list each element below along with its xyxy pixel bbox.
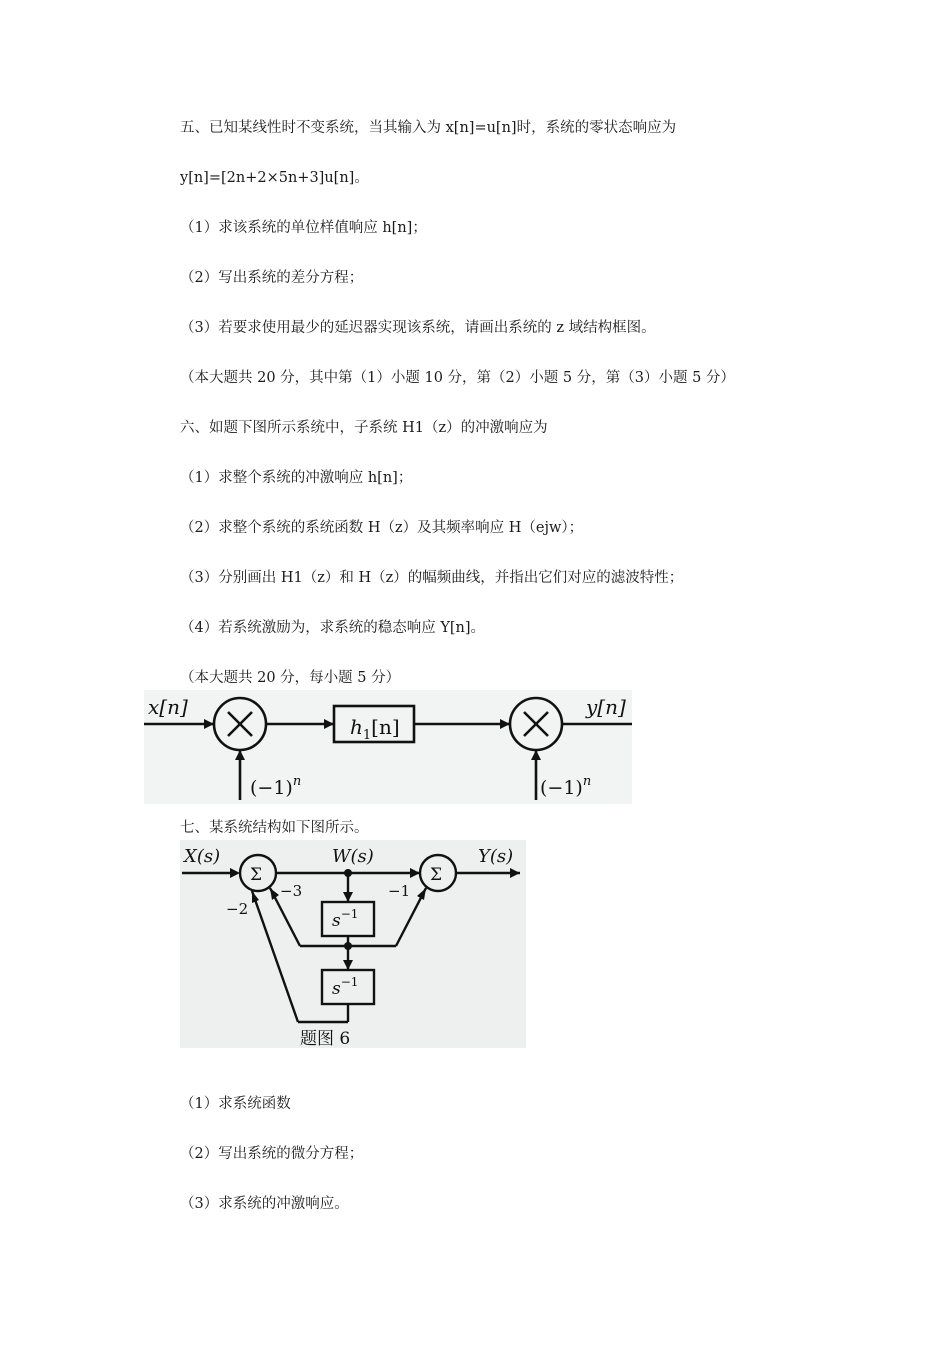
- q6-score: （本大题共 20 分，每小题 5 分）: [180, 670, 401, 686]
- q5-item3: （3）若要求使用最少的延迟器实现该系统，请画出系统的 z 域结构框图。: [180, 320, 656, 336]
- gain-minus-3: −3: [280, 882, 303, 900]
- q7-item2: （2）写出系统的微分方程；: [180, 1146, 364, 1162]
- arrow-icon: [343, 892, 353, 902]
- q5-score: （本大题共 20 分，其中第（1）小题 10 分，第（2）小题 5 分，第（3）小题 5 分）: [180, 370, 735, 386]
- integrator-2-label: $s^{-1}$: [332, 975, 359, 999]
- q7-input-label: X(s): [184, 846, 221, 867]
- q7-item1: （1）求系统函数: [180, 1096, 291, 1112]
- q7-block-diagram: [180, 840, 526, 1048]
- arrow-icon: [343, 960, 353, 970]
- q6-output-label: y[n]: [586, 695, 626, 719]
- gain-minus-1: −1: [388, 882, 411, 900]
- arrow-icon: [204, 719, 214, 729]
- q6-input-label: x[n]: [148, 695, 188, 719]
- sum-2-symbol: Σ: [430, 865, 443, 885]
- node-dot: [344, 869, 352, 877]
- arrow-icon: [410, 868, 420, 878]
- q6-block-diagram: [144, 690, 632, 804]
- q7-line1: 七、某系统结构如下图所示。: [180, 820, 369, 836]
- gain-minus-2: −2: [226, 900, 249, 918]
- node-w-label: W(s): [332, 846, 374, 867]
- modulator-label-1: $(-1)^n$: [250, 774, 302, 799]
- arrow-icon: [500, 719, 510, 729]
- arrow-icon: [324, 719, 334, 729]
- q6-line1: 六、如题下图所示系统中，子系统 H1（z）的冲激响应为: [180, 420, 548, 436]
- node-dot: [344, 942, 352, 950]
- q5-line2: y[n]=[2n+2×5n+3]u[n]。: [180, 170, 369, 186]
- q6-item3: （3）分别画出 H1（z）和 H（z）的幅频曲线，并指出它们对应的滤波特性；: [180, 570, 684, 586]
- sum-1-symbol: Σ: [250, 865, 263, 885]
- q6-item4: （4）若系统激励为，求系统的稳态响应 Y[n]。: [180, 620, 486, 636]
- arrow-icon: [252, 891, 259, 903]
- arrow-icon: [230, 868, 240, 878]
- q6-item2: （2）求整个系统的系统函数 H（z）及其频率响应 H（ejw）；: [180, 520, 584, 536]
- arrow-icon: [510, 868, 520, 878]
- arrow-icon: [270, 888, 279, 900]
- arrow-icon: [235, 750, 245, 760]
- q6-item1: （1）求整个系统的冲激响应 h[n]；: [180, 470, 413, 486]
- figure-caption: 题图 6: [300, 1029, 351, 1048]
- q5-item2: （2）写出系统的差分方程；: [180, 270, 364, 286]
- arrow-icon: [531, 750, 541, 760]
- arrow-icon: [417, 888, 426, 900]
- q7-output-label: Y(s): [478, 846, 514, 867]
- q7-item3: （3）求系统的冲激响应。: [180, 1196, 349, 1212]
- q5-line1: 五、已知某线性时不变系统，当其输入为 x[n]=u[n]时，系统的零状态响应为: [180, 120, 677, 136]
- integrator-1-label: $s^{-1}$: [332, 907, 359, 931]
- h1-label: $h_1[n]$: [350, 715, 400, 743]
- q5-item1: （1）求该系统的单位样值响应 h[n]；: [180, 220, 427, 236]
- modulator-label-2: $(-1)^n$: [540, 774, 592, 799]
